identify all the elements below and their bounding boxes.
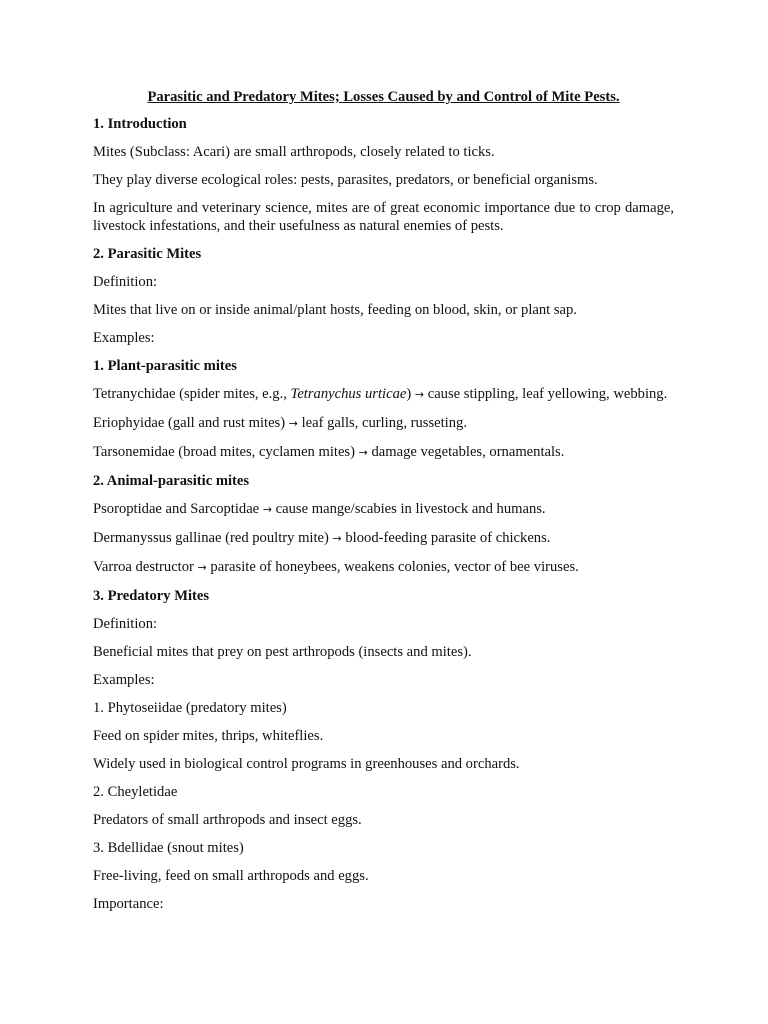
subheading-animal-parasitic-mites: 2. Animal-parasitic mites (93, 473, 250, 489)
eriophyidae-effect: leaf galls, curling, russeting. (297, 415, 467, 431)
tetranychidae-name: Tetranychidae (spider mites, e.g., (93, 386, 291, 402)
varroa-effect: parasite of honeybees, weakens colonies, vector of bee viruses. (206, 559, 579, 575)
phytoseiidae-detail-2: Widely used in biological control programs in greenhouses and orchards. (93, 756, 520, 772)
intro-paragraph-2: They play diverse ecological roles: pests, parasites, predators, or beneficial organisms. (93, 172, 598, 188)
example-dermanyssus (93, 529, 674, 548)
bdellidae-detail: Free-living, feed on small arthropods and eggs. (93, 868, 369, 884)
example-tetranychidae (93, 385, 674, 404)
arrow-icon: → (288, 417, 298, 430)
example-bdellidae: 3. Bdellidae (snout mites) (93, 840, 244, 856)
example-psoroptidae (93, 500, 674, 519)
tarsonemidae-effect: damage vegetables, ornamentals. (367, 444, 565, 460)
cheyletidae-detail: Predators of small arthropods and insect eggs. (93, 812, 362, 828)
arrow-icon: → (262, 503, 273, 516)
tarsonemidae-name: Tarsonemidae (broad mites, cyclamen mites) (93, 444, 359, 460)
eriophyidae-name: Eriophyidae (gall and rust mites) (93, 415, 289, 431)
predatory-examples-label: Examples: (93, 672, 155, 688)
intro-paragraph-3: In agriculture and veterinary science, mites are of great economic importance due to crop damage, livestock infestations, and their usefulness as natural enemies of pests. (93, 200, 674, 234)
varroa-name: Varroa destructor (93, 559, 198, 575)
intro-paragraph-1: Mites (Subclass: Acari) are small arthropods, closely related to ticks. (93, 144, 495, 160)
importance-label: Importance: (93, 896, 164, 912)
parasitic-definition-label: Definition: (93, 274, 158, 290)
example-eriophyidae (93, 414, 674, 433)
predatory-definition: Beneficial mites that prey on pest arthropods (insects and mites). (93, 644, 472, 660)
arrow-icon: → (332, 532, 342, 545)
dermanyssus-name: Dermanyssus gallinae (red poultry mite) (93, 530, 333, 546)
parasitic-examples-label: Examples: (93, 330, 155, 346)
example-cheyletidae: 2. Cheyletidae (93, 784, 178, 800)
section-heading-parasitic-mites: 2. Parasitic Mites (93, 246, 202, 262)
tetranychus-species: Tetranychus urticae (290, 386, 407, 402)
psoroptidae-name: Psoroptidae and Sarcoptidae (93, 501, 263, 517)
psoroptidae-effect: cause mange/scabies in livestock and humans. (272, 501, 546, 517)
phytoseiidae-detail-1: Feed on spider mites, thrips, whiteflies. (93, 728, 324, 744)
tetranychidae-close: ) (406, 386, 415, 402)
example-phytoseiidae: 1. Phytoseiidae (predatory mites) (93, 700, 287, 716)
arrow-icon: → (358, 446, 368, 459)
subheading-plant-parasitic-mites: 1. Plant-parasitic mites (93, 358, 237, 374)
document-page (93, 88, 674, 923)
section-heading-introduction: 1. Introduction (93, 116, 187, 132)
dermanyssus-effect: blood-feeding parasite of chickens. (341, 530, 551, 546)
example-varroa (93, 558, 674, 577)
document-title: Parasitic and Predatory Mites; Losses Caused by and Control of Mite Pests. (147, 89, 620, 105)
parasitic-definition: Mites that live on or inside animal/plant hosts, feeding on blood, skin, or plant sap. (93, 302, 577, 318)
section-heading-predatory-mites: 3. Predatory Mites (93, 588, 210, 604)
tetranychidae-effect: cause stippling, leaf yellowing, webbing. (424, 386, 668, 402)
arrow-icon: → (414, 388, 425, 401)
predatory-definition-label: Definition: (93, 616, 158, 632)
example-tarsonemidae (93, 443, 674, 462)
arrow-icon: → (197, 561, 207, 574)
